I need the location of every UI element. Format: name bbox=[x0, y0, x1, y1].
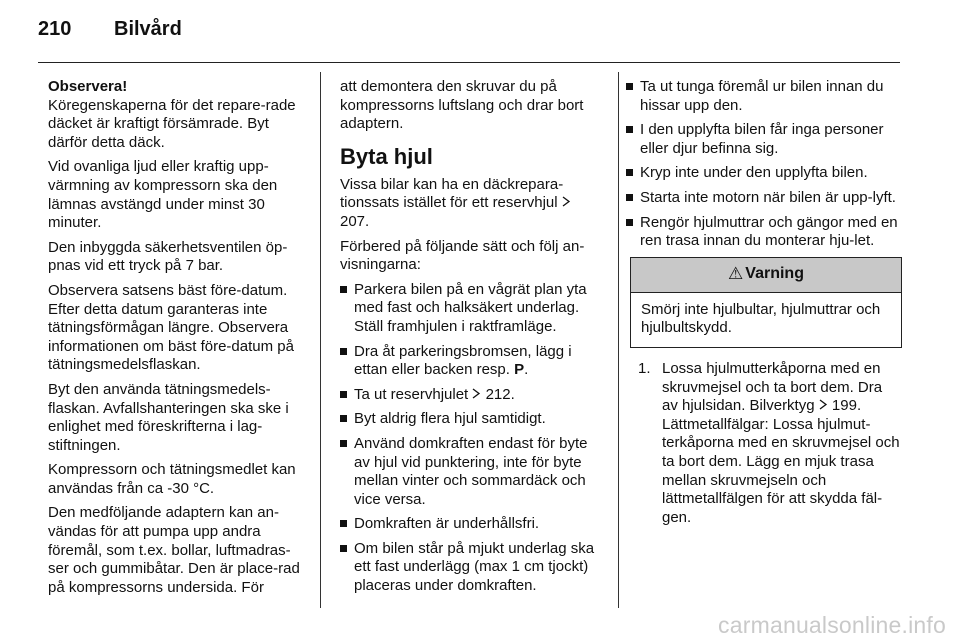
list-item: Parkera bilen på en vågrät plan yta med fast och halksäkert underlag. Ställ framhjulen i raktframläge. bbox=[340, 281, 602, 337]
warning-body: Smörj inte hjulbultar, hjulmuttrar och hjulbultskydd. bbox=[641, 300, 881, 337]
list-item: Om bilen står på mjukt underlag ska ett fast underlägg (max 1 cm tjockt) placeras under domkraften. bbox=[340, 540, 602, 596]
page-reference: 199. bbox=[831, 397, 862, 415]
column-divider-1 bbox=[320, 72, 321, 608]
square-bullet-icon bbox=[626, 169, 633, 176]
square-bullet-icon bbox=[626, 83, 633, 90]
list-item: I den upplyfta bilen får inga personer eller djur befinna sig. bbox=[626, 121, 902, 158]
column-1 bbox=[48, 78, 306, 603]
square-bullet-icon bbox=[626, 194, 633, 201]
warning-triangle-icon: ⚠ bbox=[728, 264, 744, 284]
step-number: 1. bbox=[638, 359, 651, 377]
square-bullet-icon bbox=[340, 286, 347, 293]
list-item: Använd domkraften endast för byte av hjul vid punktering, inte för byte mellan vinter och sommardäck och vice versa. bbox=[340, 435, 602, 509]
list-item: Domkraften är underhållsfri. bbox=[340, 515, 602, 534]
paragraph: Den medföljande adaptern kan an-vändas för att pumpa upp andra föremål, som t.ex. bollar, luftmadras-ser och gummibåtar. Den är place-rad på kompressorns undersida. För bbox=[48, 504, 300, 596]
column-divider-2 bbox=[618, 72, 619, 608]
step-item bbox=[638, 360, 902, 527]
page-number: 210 bbox=[38, 18, 72, 40]
paragraph: Den inbyggda säkerhetsventilen öp-pnas vid ett tryck på 7 bar. bbox=[48, 238, 288, 275]
list-item: Ta ut tunga föremål ur bilen innan du hissar upp den. bbox=[626, 78, 902, 115]
paragraph: Vid ovanliga ljud eller kraftig upp-värmning av kompressorn ska den lämnas avstängd under minst 30 minuter. bbox=[48, 158, 278, 232]
page-reference: 212. bbox=[485, 385, 515, 403]
reference-arrow-icon bbox=[472, 386, 481, 403]
column-2 bbox=[340, 78, 602, 602]
list-item: Ta ut reservhjulet 212. bbox=[340, 386, 602, 405]
bullet-list bbox=[626, 78, 902, 251]
square-bullet-icon bbox=[340, 545, 347, 552]
paragraph: Kompressorn och tätningsmedlet kan användas från ca -30 °C. bbox=[48, 461, 296, 497]
list-item: Kryp inte under den upplyfta bilen. bbox=[626, 164, 902, 183]
list-item: Starta inte motorn när bilen är upp-lyft. bbox=[626, 189, 902, 208]
warning-title: Varning bbox=[745, 265, 804, 283]
page-reference: 207. bbox=[340, 212, 370, 230]
paragraph: Byt den använda tätningsmedels-flaskan. Avfallshanteringen ska ske i enlighet med föreskrifterna i lag-stiftningen. bbox=[48, 380, 289, 454]
list-item: Dra åt parkeringsbromsen, lägg i ettan eller backen resp. P. bbox=[340, 343, 602, 380]
column-3 bbox=[626, 78, 902, 533]
square-bullet-icon bbox=[626, 126, 633, 133]
square-bullet-icon bbox=[340, 391, 347, 398]
square-bullet-icon bbox=[340, 348, 347, 355]
warning-box bbox=[630, 257, 902, 348]
reference-arrow-icon bbox=[562, 194, 571, 211]
paragraph: Observera satsens bäst före-datum. Efter detta datum garanteras inte tätningsförmågan längre. Observera informationen om bäst före-datum på tätningsmedelsflaskan. bbox=[48, 281, 294, 374]
paragraph: Köregenskaperna för det repare-rade däcket är kraftigt försämrade. Byt därför detta däck. bbox=[48, 96, 296, 151]
gear-letter: P bbox=[514, 361, 525, 379]
paragraph: att demontera den skruvar du på kompressorns luftslang och drar bort adaptern. bbox=[340, 78, 584, 133]
note-title: Observera! bbox=[48, 78, 128, 95]
paragraph: Förbered på följande sätt och följ an-visningarna: bbox=[340, 237, 585, 274]
square-bullet-icon bbox=[340, 440, 347, 447]
intro-text: Vissa bilar kan ha en däckrepara-tionssats istället för ett reservhjul bbox=[340, 175, 564, 212]
reference-arrow-icon bbox=[819, 397, 828, 414]
warning-header bbox=[631, 258, 901, 293]
list-item: Rengör hjulmuttrar och gängor med en ren trasa innan du monterar hju-let. bbox=[626, 214, 902, 251]
watermark: carmanualsonline.info bbox=[718, 612, 946, 638]
header-rule bbox=[38, 62, 900, 63]
step-list bbox=[626, 360, 902, 527]
square-bullet-icon bbox=[626, 219, 633, 226]
section-heading: Byta hjul bbox=[340, 143, 433, 169]
intro-paragraph bbox=[340, 176, 602, 232]
list-item: Byt aldrig flera hjul samtidigt. bbox=[340, 410, 602, 429]
step-text: Lossa hjulmutterkåporna med en skruvmejsel och ta bort dem. Dra av hjulsidan. Bilverktyg bbox=[662, 359, 883, 415]
section-title: Bilvård bbox=[114, 18, 182, 40]
step-subtext: Lättmetallfälgar: Lossa hjulmut-terkåporna med en skruvmejsel och ta bort dem. Lägg en mjuk trasa mellan skruvmejseln och lättmetallfälgen för att skydda fäl-gen. bbox=[662, 415, 900, 526]
square-bullet-icon bbox=[340, 415, 347, 422]
bullet-list bbox=[340, 281, 602, 596]
square-bullet-icon bbox=[340, 520, 347, 527]
